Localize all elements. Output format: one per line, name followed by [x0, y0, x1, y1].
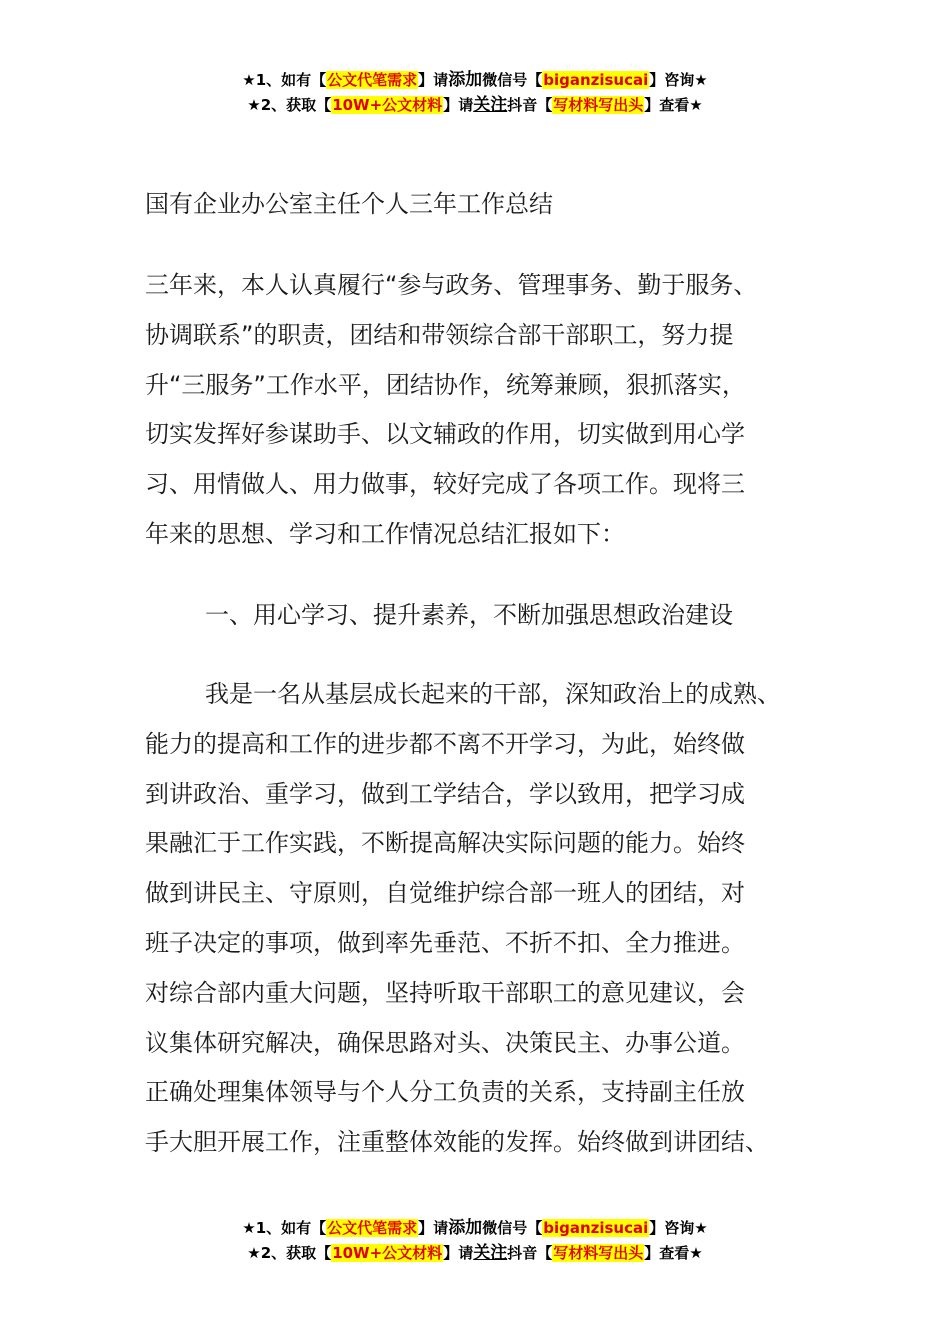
banner-line-1	[0, 68, 950, 93]
banner-highlight: 写材料写出头	[553, 96, 644, 114]
banner-line-1	[0, 1216, 950, 1241]
paragraph-line: 班子决定的事项，做到率先垂范、不折不扣、全力推进。	[145, 928, 745, 957]
paragraph-line: 对综合部内重大问题，坚持听取干部职工的意见建议，会	[145, 978, 745, 1007]
banner-highlight: 10W+公文材料	[332, 96, 443, 114]
banner-emphasis: 关注	[473, 1243, 508, 1263]
paragraph-line: 习、用情做人、用力做事，较好完成了各项工作。现将三	[145, 470, 745, 499]
banner-text: 】请	[418, 1219, 449, 1237]
paragraph-line: 切实发挥好参谋助手、以文辅政的作用，切实做到用心学	[145, 420, 745, 449]
banner-highlight: 写材料写出头	[553, 1244, 644, 1262]
paragraph-line: 能力的提高和工作的进步都不离不开学习，为此，始终做	[145, 729, 745, 758]
banner-text: 】咨询★	[649, 71, 708, 89]
banner-highlight: biganzisucai	[543, 71, 649, 89]
banner-emphasis: 添加	[448, 1218, 483, 1238]
paragraph-line: 我是一名从基层成长起来的干部，深知政治上的成熟、	[205, 680, 781, 708]
banner-text: 】查看★	[644, 1244, 703, 1262]
section-heading	[145, 591, 805, 641]
section-heading-text: 一、用心学习、提升素养，不断加强思想政治建设	[205, 601, 733, 629]
paragraph-line: 议集体研究解决，确保思路对头、决策民主、办事公道。	[145, 1028, 745, 1057]
banner-text: 抖音【	[507, 96, 553, 114]
bottom-banner	[0, 1216, 950, 1266]
banner-line-2	[0, 93, 950, 118]
banner-text: ★2、获取【	[247, 1244, 332, 1262]
paragraph-line: 手大胆开展工作，注重整体效能的发挥。始终做到讲团结、	[145, 1128, 769, 1157]
banner-text: ★1、如有【	[242, 1219, 327, 1237]
paragraph-line: 升“三服务”工作水平，团结协作，统筹兼顾，狠抓落实，	[145, 370, 746, 399]
banner-text: 】请	[443, 1244, 474, 1262]
banner-highlight: biganzisucai	[543, 1219, 649, 1237]
paragraph-line: 三年来，本人认真履行“参与政务、管理事务、勤于服务、	[145, 271, 758, 299]
paragraph-line: 正确处理集体领导与个人分工负责的关系，支持副主任放	[145, 1078, 745, 1107]
paragraph-line: 做到讲民主、守原则，自觉维护综合部一班人的团结，对	[145, 879, 745, 908]
section-body-paragraph	[145, 670, 805, 1168]
top-banner	[0, 68, 950, 118]
intro-paragraph	[145, 261, 805, 560]
banner-text: 微信号【	[482, 1219, 543, 1237]
banner-text: 】查看★	[644, 96, 703, 114]
banner-emphasis: 添加	[448, 70, 483, 90]
paragraph-line: 到讲政治、重学习，做到工学结合，学以致用，把学习成	[145, 779, 745, 808]
banner-highlight: 公文代笔需求	[327, 1219, 418, 1237]
banner-line-2	[0, 1241, 950, 1266]
banner-emphasis: 关注	[473, 95, 508, 115]
banner-text: ★1、如有【	[242, 71, 327, 89]
banner-text: 】请	[443, 96, 474, 114]
document-title: 国有企业办公室主任个人三年工作总结	[145, 190, 553, 218]
paragraph-line: 协调联系”的职责，团结和带领综合部干部职工，努力提	[145, 320, 734, 349]
banner-text: ★2、获取【	[247, 96, 332, 114]
banner-text: 微信号【	[482, 71, 543, 89]
banner-text: 】请	[418, 71, 449, 89]
paragraph-line: 年来的思想、学习和工作情况总结汇报如下：	[145, 519, 625, 548]
banner-text: 抖音【	[507, 1244, 553, 1262]
banner-highlight: 公文代笔需求	[327, 71, 418, 89]
banner-highlight: 10W+公文材料	[332, 1244, 443, 1262]
banner-text: 】咨询★	[649, 1219, 708, 1237]
paragraph-line: 果融汇于工作实践，不断提高解决实际问题的能力。始终	[145, 829, 745, 858]
